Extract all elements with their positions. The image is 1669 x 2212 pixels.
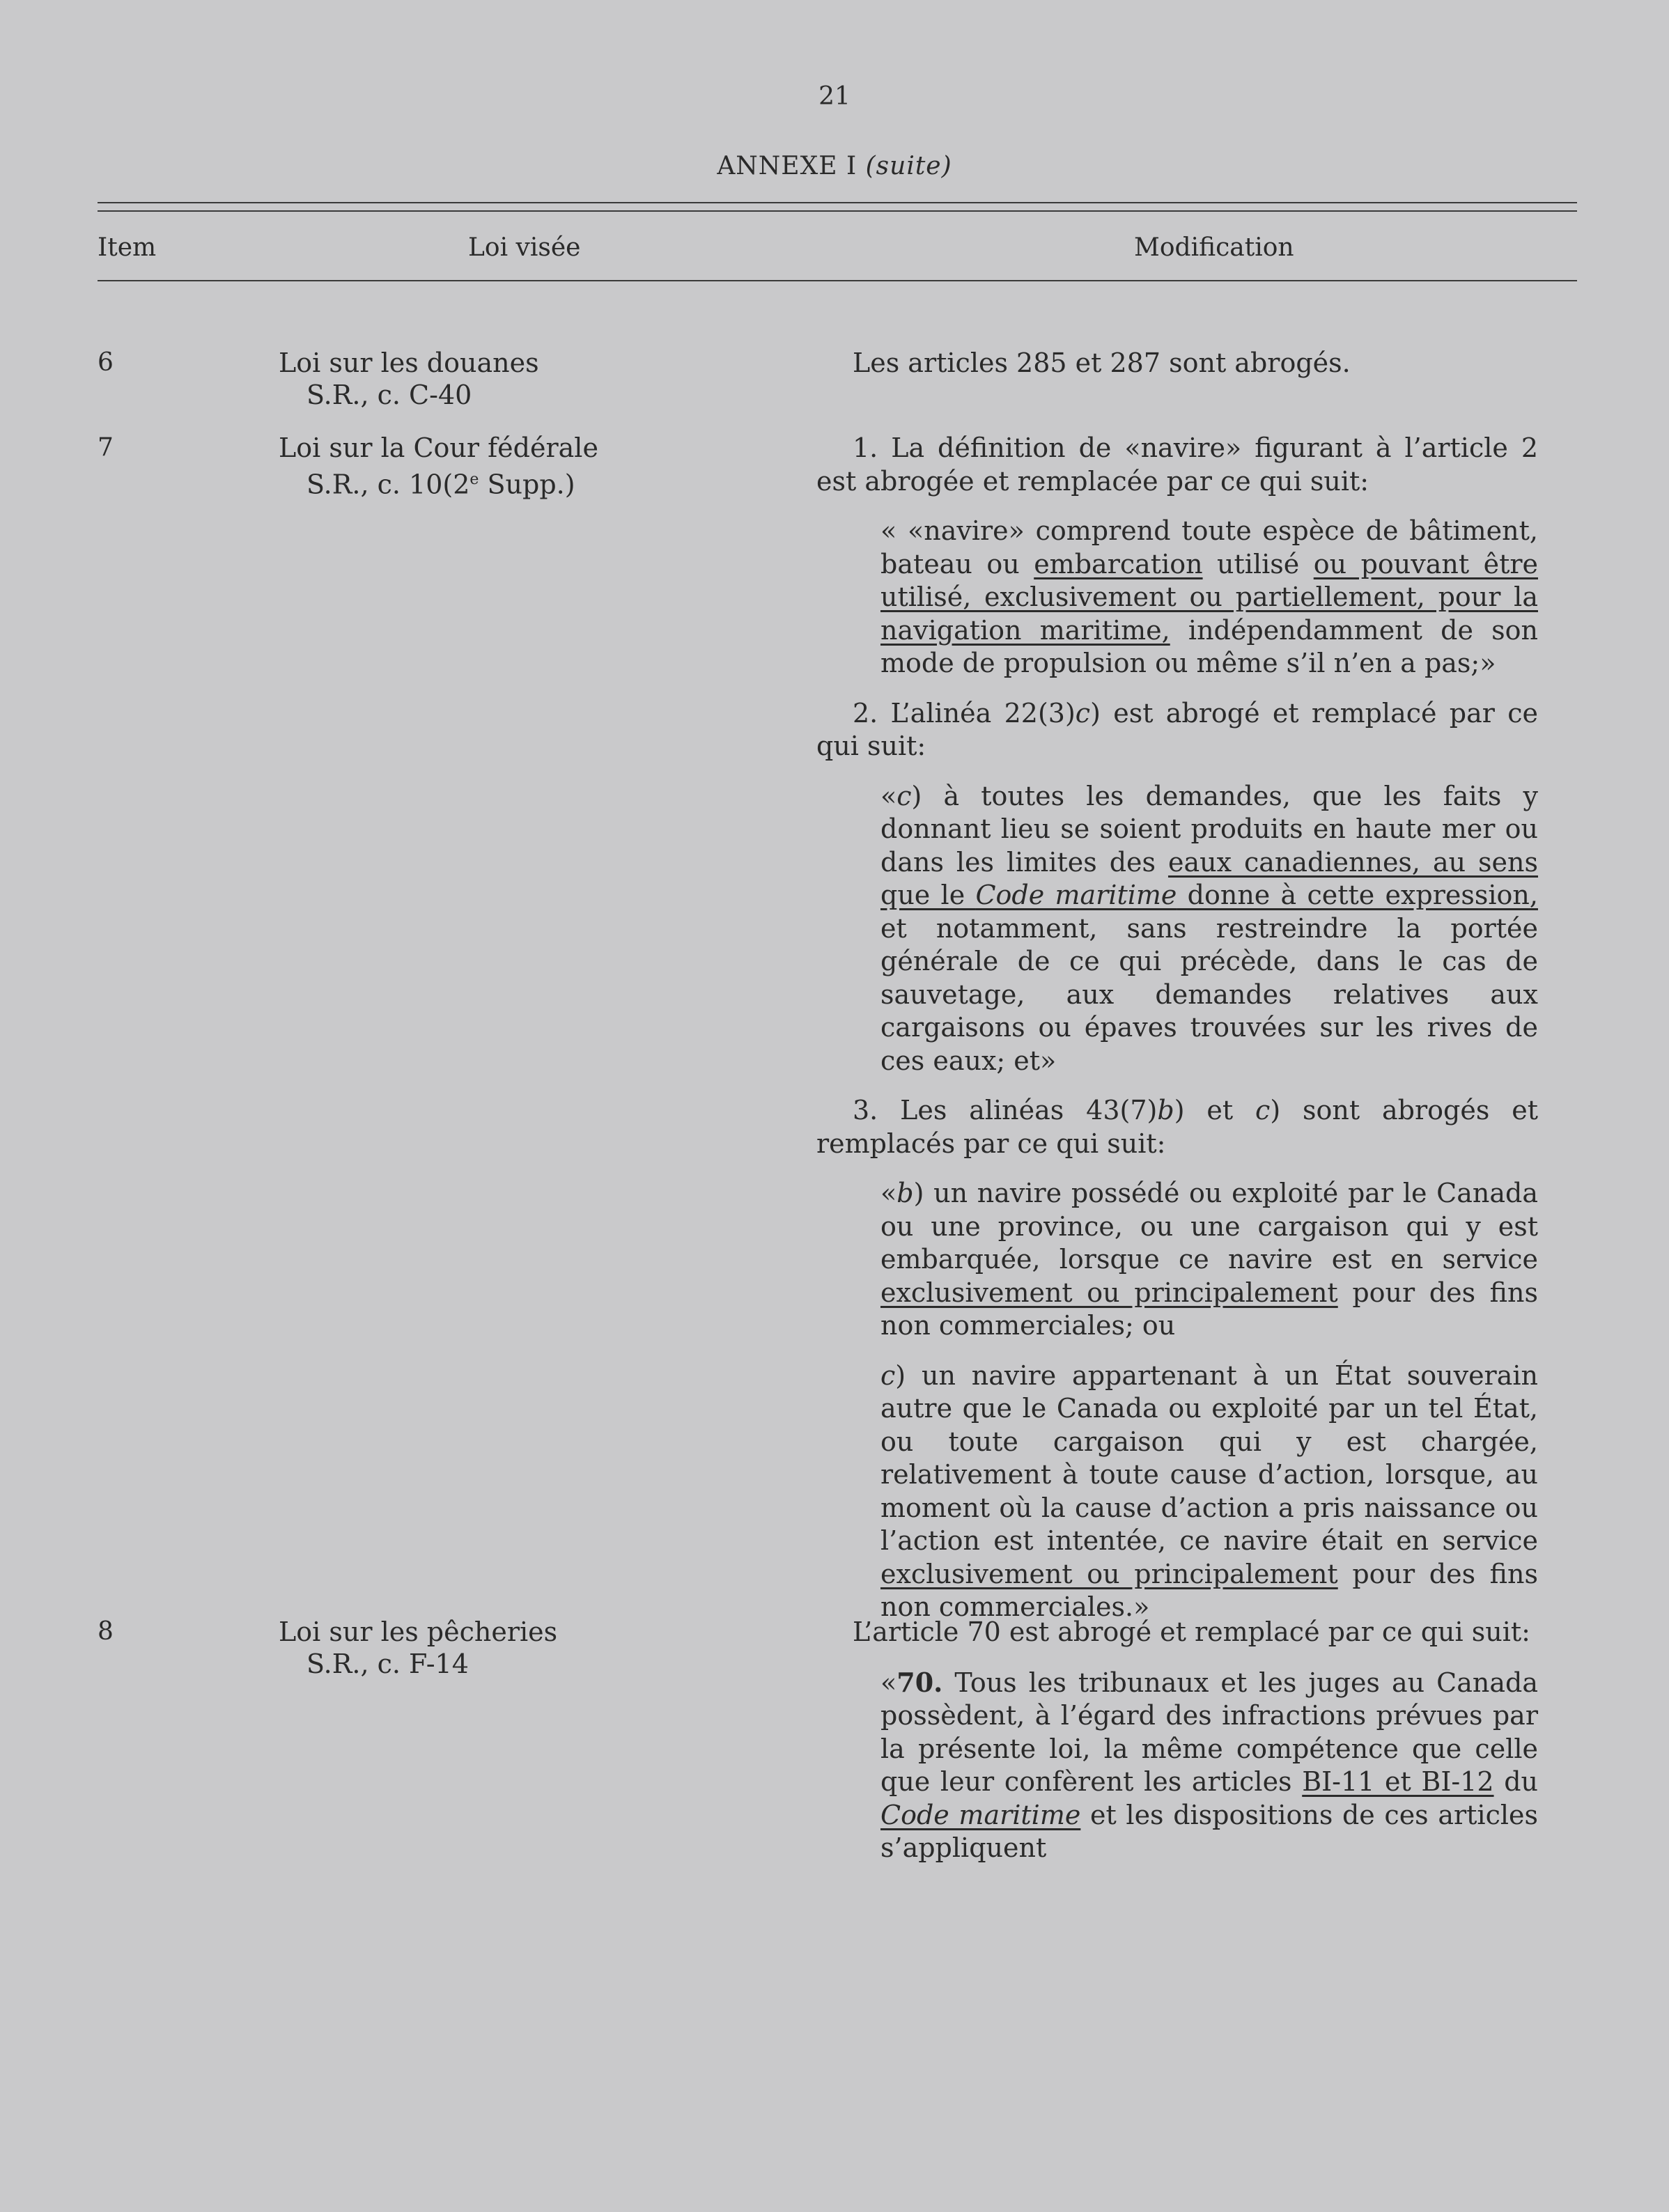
mod-7-para-3 <box>816 1094 1538 1160</box>
q1-a: « «navire» comprend toute espèce de bâtiment, bateau ou <box>880 515 1538 579</box>
q3-u1: exclusivement ou principalement <box>880 1277 1338 1308</box>
mod-8-quote-1 <box>816 1666 1538 1865</box>
q2-b: ) à toutes les demandes, que les faits y donnant lieu se soient produits en haute mer ou dans les limites des <box>880 780 1538 878</box>
row-7-law-ref <box>279 464 669 501</box>
header-rule <box>98 280 1577 281</box>
row-6-modification <box>816 347 1538 380</box>
mod-6-text: Les articles 285 et 287 sont abrogés. <box>853 348 1351 378</box>
row-7-law-ref-pre: S.R., c. 10(2 <box>306 469 470 500</box>
row-7-item: 7 <box>98 433 114 462</box>
p2-b: ) est abrogé et remplacé par ce qui suit: <box>816 697 1538 761</box>
mod-7-quote-4 <box>816 1360 1538 1624</box>
q2-a: « <box>880 780 897 811</box>
m8-d: et les dispositions de ces articles s’appliquent <box>880 1799 1538 1863</box>
q3-i1: b <box>896 1178 914 1208</box>
q3-a: « <box>880 1178 897 1208</box>
header-law: Loi visée <box>468 233 581 262</box>
p2-a: 2. L’alinéa 22(3) <box>853 697 1076 729</box>
row-7-law <box>279 432 669 501</box>
mod-7-quote-1 <box>816 515 1538 680</box>
row-8-item: 8 <box>98 1617 114 1646</box>
m8-a: « <box>880 1667 897 1698</box>
q2-u1b: donne à cette expression, <box>1177 880 1538 910</box>
row-7-law-ref-sup: e <box>469 471 479 488</box>
m8-underline-italic <box>880 1800 1080 1830</box>
row-8-law-ref: S.R., c. F-14 <box>306 1649 469 1679</box>
row-6-item: 6 <box>98 348 114 377</box>
top-rule-2 <box>98 210 1577 212</box>
m8-ui: Code maritime <box>880 1799 1081 1830</box>
mod-8-para-1: L’article 70 est abrogé et remplacé par ce qui suit: <box>853 1617 1530 1647</box>
p3-c: ) sont abrogés et remplacés par ce qui suit: <box>816 1095 1538 1159</box>
q2-u1i: Code maritime <box>975 880 1177 910</box>
annex-suite: (suite) <box>865 152 952 180</box>
q4-a: ) un navire appartenant à un État souverain autre que le Canada ou exploité par un tel État, ou toute cargaison qui y est chargée, relativement à toute cause d’action, lorsque, au moment où la cause d’action a pris naissance ou l’action est intentée, ce navire était en service <box>880 1360 1538 1556</box>
row-6-law-ref: S.R., c. C-40 <box>306 380 472 410</box>
q4-i1: c <box>880 1360 896 1391</box>
m8-bold: 70. <box>896 1666 943 1698</box>
row-8-modification <box>816 1616 1538 1865</box>
row-7-modification <box>816 432 1538 1624</box>
q1-b: utilisé <box>1202 548 1314 579</box>
row-7-law-name: Loi sur la Cour fédérale <box>279 433 598 463</box>
q4-u1: exclusivement ou principalement <box>880 1558 1338 1589</box>
mod-7-quote-3 <box>816 1177 1538 1343</box>
row-6-law <box>279 347 669 411</box>
q1-c: indépendamment de son mode de propulsion ou même s’il n’en a pas;» <box>880 614 1538 678</box>
row-8-law <box>279 1616 669 1680</box>
p2-i: c <box>1075 697 1091 729</box>
row-8-law-name: Loi sur les pêcheries <box>279 1617 558 1647</box>
q3-b: ) un navire possédé ou exploité par le Canada ou une province, ou une cargaison qui y est embarquée, lorsque ce navire est en service <box>880 1178 1538 1275</box>
p3-i2: c <box>1255 1095 1271 1126</box>
q4-b: pour des fins non commerciales.» <box>880 1558 1539 1622</box>
row-6-law-name: Loi sur les douanes <box>279 348 539 378</box>
q3-c: pour des fins non commerciales; ou <box>880 1277 1539 1341</box>
m8-c: du <box>1493 1766 1538 1797</box>
m8-b: Tous les tribunaux et les juges au Canada possèdent, à l’égard des infractions prévues par la présente loi, la même compétence que celle que leur confèrent les articles <box>880 1667 1538 1797</box>
header-item: Item <box>98 233 157 262</box>
q1-u1: embarcation <box>1034 548 1203 579</box>
q2-i1: c <box>896 780 912 811</box>
p3-a: 3. Les alinéas 43(7) <box>853 1095 1158 1126</box>
page-number: 21 <box>818 82 851 111</box>
p3-b: ) et <box>1174 1095 1256 1126</box>
mod-7-para-1: 1. La définition de «navire» figurant à l’article 2 est abrogée et remplacée par ce qui suit: <box>816 433 1538 497</box>
annex-title <box>0 152 1669 180</box>
mod-7-para-2 <box>816 697 1538 763</box>
top-rule-1 <box>98 202 1577 203</box>
q2-c: et notamment, sans restreindre la portée générale de ce qui précède, dans le cas de sauvetage, aux demandes relatives aux cargaisons ou épaves trouvées sur les rives de ces eaux; et» <box>880 912 1538 1076</box>
q2-u1a: eaux canadiennes, au sens que le <box>880 846 1539 910</box>
q1-u2: ou pouvant être utilisé, exclusivement ou partiellement, pour la navigation maritime, <box>880 548 1538 646</box>
annex-title-text: ANNEXE I <box>717 152 857 180</box>
m8-u1: BI-11 et BI-12 <box>1302 1766 1494 1797</box>
p3-i1: b <box>1157 1095 1174 1126</box>
row-7-law-ref-post: Supp.) <box>479 469 575 500</box>
header-modification: Modification <box>1134 233 1294 262</box>
mod-7-quote-2 <box>816 780 1538 1078</box>
